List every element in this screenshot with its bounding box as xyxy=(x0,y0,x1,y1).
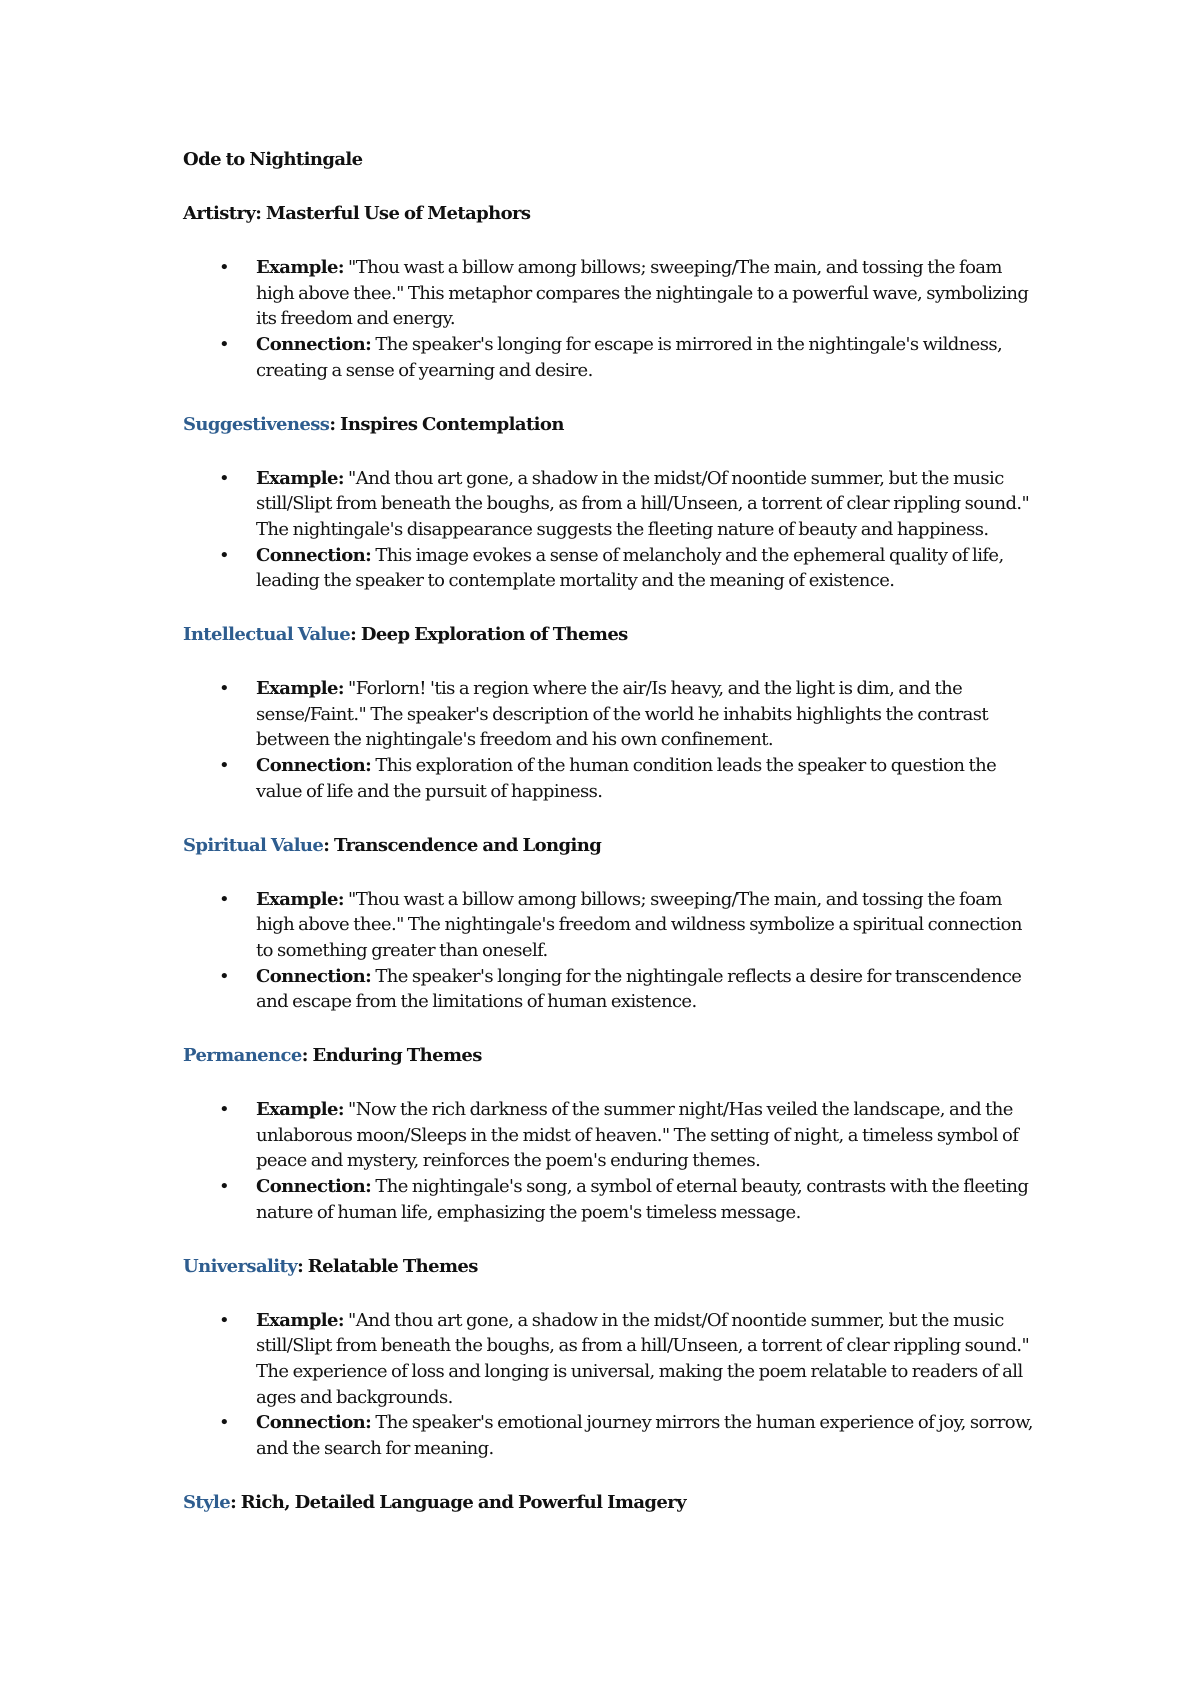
item-text: "Forlorn! 'tis a region where the air/Is heavy, and the light is dim, and the sense/Faint." The speaker's description of the world he inhabits highlights the contrast between the nightingale's freedom and his own confinement. xyxy=(256,678,989,751)
item-lead: Connection: xyxy=(256,1176,372,1198)
section-heading-text: Rich, Detailed Language and Powerful Imagery xyxy=(240,1491,686,1513)
item-lead: Connection: xyxy=(256,544,372,566)
item-text: "Thou wast a billow among billows; sweeping/The main, and tossing the foam high above thee." This metaphor compares the nightingale to a powerful wave, symbolizing its freedom and energy. xyxy=(256,257,1029,330)
section-separator: : xyxy=(255,203,262,224)
section-heading-text: Enduring Themes xyxy=(312,1045,482,1067)
bullet-icon: • xyxy=(219,257,230,278)
section-label: Intellectual Value xyxy=(183,624,351,646)
list-item xyxy=(183,887,1033,964)
item-lead: Connection: xyxy=(256,1412,372,1434)
list-item xyxy=(183,1174,1033,1225)
bullet-icon: • xyxy=(219,544,230,566)
section-label: Style xyxy=(183,1491,231,1513)
list-item xyxy=(183,753,1033,804)
item-lead: Example: xyxy=(256,678,344,700)
item-text: "Thou wast a billow among billows; sweeping/The main, and tossing the foam high above thee." The nightingale's freedom and wildness symbolize a spiritual connection to something greater than oneself. xyxy=(256,888,1022,961)
section-heading-suggestiveness xyxy=(183,412,1033,438)
bullet-list-permanence xyxy=(183,1097,1033,1226)
section-heading-permanence xyxy=(183,1043,1033,1069)
section-heading-text: Transcendence and Longing xyxy=(334,834,602,856)
list-item xyxy=(183,543,1033,594)
section-heading-text: Inspires Contemplation xyxy=(340,413,564,435)
section-separator: : xyxy=(230,1491,237,1513)
item-lead: Connection: xyxy=(256,965,372,987)
item-text: "And thou art gone, a shadow in the midst/Of noontide summer, but the music still/Slipt from beneath the boughs, as from a hill/Unseen, a torrent of clear rippling sound." The experience of loss and longing is universal, making the poem relatable to readers of all ages and backgrounds. xyxy=(256,1309,1030,1408)
item-lead: Connection: xyxy=(256,334,372,356)
list-item xyxy=(183,255,1033,332)
bullet-icon: • xyxy=(219,965,230,987)
item-text: The speaker's emotional journey mirrors the human experience of joy, sorrow, and the search for meaning. xyxy=(256,1412,1033,1460)
bullet-icon: • xyxy=(219,755,230,777)
list-item xyxy=(183,1097,1033,1174)
section-label: Permanence xyxy=(183,1045,302,1067)
item-text: The speaker's longing for the nightingale reflects a desire for transcendence and escape from the limitations of human existence. xyxy=(256,965,1022,1013)
item-text: This image evokes a sense of melancholy and the ephemeral quality of life, leading the speaker to contemplate mortality and the meaning of existence. xyxy=(256,544,1004,592)
bullet-icon: • xyxy=(219,678,230,700)
item-text: This exploration of the human condition leads the speaker to question the value of life and the pursuit of happiness. xyxy=(256,755,997,802)
section-label: Universality xyxy=(183,1255,298,1277)
bullet-icon: • xyxy=(219,1309,230,1331)
document-title: Ode to Nightingale xyxy=(183,149,363,170)
bullet-list-suggestiveness xyxy=(183,466,1033,595)
section-heading-style xyxy=(183,1490,1033,1516)
bullet-list-intellectual-value xyxy=(183,676,1033,805)
item-lead: Example: xyxy=(256,1099,344,1121)
section-heading-universality xyxy=(183,1254,1033,1280)
item-text: "And thou art gone, a shadow in the midst/Of noontide summer, but the music still/Slipt from beneath the boughs, as from a hill/Unseen, a torrent of clear rippling sound." The nightingale's disappearance suggests the fleeting nature of beauty and happiness. xyxy=(256,467,1030,540)
item-lead: Example: xyxy=(256,1309,344,1331)
section-heading-artistry xyxy=(183,201,1033,227)
bullet-list-artistry xyxy=(183,255,1033,384)
section-separator: : xyxy=(350,624,357,646)
bullet-icon: • xyxy=(219,888,230,910)
item-lead: Example: xyxy=(256,257,344,278)
section-separator: : xyxy=(301,1045,308,1067)
bullet-icon: • xyxy=(219,1176,230,1198)
item-lead: Connection: xyxy=(256,755,372,777)
document-page xyxy=(183,147,1033,1544)
bullet-list-spiritual-value xyxy=(183,887,1033,1016)
section-heading-spiritual-value xyxy=(183,833,1033,859)
section-heading-intellectual-value xyxy=(183,622,1033,648)
section-heading-text: Deep Exploration of Themes xyxy=(360,624,628,646)
bullet-icon: • xyxy=(219,467,230,489)
list-item xyxy=(183,676,1033,753)
section-heading-text: Relatable Themes xyxy=(307,1255,478,1277)
list-item xyxy=(183,1308,1033,1411)
item-text: "Now the rich darkness of the summer night/Has veiled the landscape, and the unlaborous moon/Sleeps in the midst of heaven." The setting of night, a timeless symbol of peace and mystery, reinforces the poem's enduring themes. xyxy=(256,1099,1019,1172)
section-separator: : xyxy=(323,834,330,856)
list-item xyxy=(183,964,1033,1015)
item-lead: Example: xyxy=(256,467,344,489)
bullet-icon: • xyxy=(219,334,230,356)
section-heading-text: Masterful Use of Metaphors xyxy=(265,203,531,224)
bullet-icon: • xyxy=(219,1412,230,1434)
section-separator: : xyxy=(297,1255,304,1277)
bullet-list-universality xyxy=(183,1308,1033,1462)
list-item xyxy=(183,1410,1033,1461)
item-lead: Example: xyxy=(256,888,344,910)
list-item xyxy=(183,332,1033,383)
item-text: The nightingale's song, a symbol of eternal beauty, contrasts with the fleeting nature of human life, emphasizing the poem's timeless message. xyxy=(256,1176,1029,1223)
section-separator: : xyxy=(329,413,336,435)
section-label: Artistry xyxy=(183,203,256,224)
bullet-icon: • xyxy=(219,1099,230,1121)
section-label: Spiritual Value xyxy=(183,834,324,856)
item-text: The speaker's longing for escape is mirrored in the nightingale's wildness, creating a sense of yearning and desire. xyxy=(256,334,1003,381)
list-item xyxy=(183,466,1033,543)
section-label: Suggestiveness xyxy=(183,413,330,435)
